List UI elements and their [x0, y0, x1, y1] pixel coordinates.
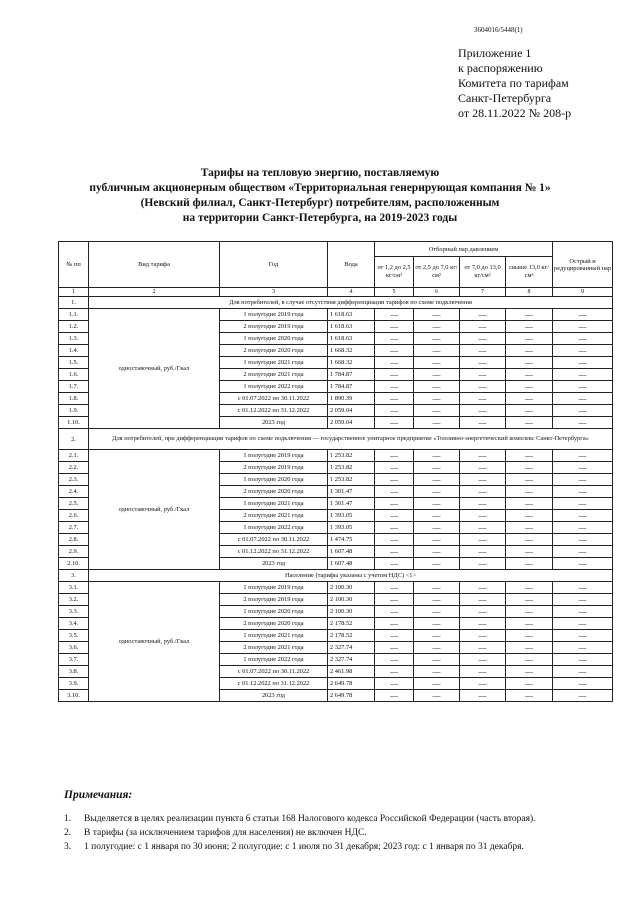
- empty-dash: —: [375, 345, 414, 357]
- empty-dash: —: [506, 417, 553, 429]
- row-number: 2.4.: [59, 486, 89, 498]
- empty-dash: —: [553, 333, 613, 345]
- empty-dash: —: [553, 381, 613, 393]
- column-number: 6: [414, 288, 460, 297]
- empty-dash: —: [414, 606, 460, 618]
- empty-dash: —: [375, 618, 414, 630]
- empty-dash: —: [553, 321, 613, 333]
- row-number: 1.1.: [59, 309, 89, 321]
- water-tariff: 2 059.04: [328, 417, 375, 429]
- empty-dash: —: [414, 405, 460, 417]
- header-num: № пп: [59, 242, 89, 288]
- row-number: 3.3.: [59, 606, 89, 618]
- row-number: 3.10.: [59, 690, 89, 702]
- row-number: 3.8.: [59, 666, 89, 678]
- empty-dash: —: [506, 405, 553, 417]
- section-number: 3.: [59, 570, 89, 582]
- row-number: 3.5.: [59, 630, 89, 642]
- tariff-type: одноставочный, руб./Гкал: [89, 582, 220, 702]
- empty-dash: —: [460, 417, 506, 429]
- water-tariff: 1 253.82: [328, 450, 375, 462]
- empty-dash: —: [414, 486, 460, 498]
- row-number: 2.2.: [59, 462, 89, 474]
- empty-dash: —: [414, 381, 460, 393]
- empty-dash: —: [414, 474, 460, 486]
- empty-dash: —: [460, 498, 506, 510]
- header-steam-col: от 7,0 до 13,0 кг/см²: [460, 257, 506, 288]
- empty-dash: —: [506, 345, 553, 357]
- water-tariff: 1 784.87: [328, 381, 375, 393]
- row-number: 2.9.: [59, 546, 89, 558]
- water-tariff: 2 059.04: [328, 405, 375, 417]
- empty-dash: —: [506, 558, 553, 570]
- appendix-line: Санкт-Петербурга: [458, 91, 552, 105]
- empty-dash: —: [506, 357, 553, 369]
- empty-dash: —: [553, 594, 613, 606]
- section-number: 2.: [59, 429, 89, 450]
- empty-dash: —: [375, 357, 414, 369]
- water-tariff: 2 178.52: [328, 630, 375, 642]
- period: 1 полугодие 2019 года: [220, 450, 328, 462]
- empty-dash: —: [375, 522, 414, 534]
- empty-dash: —: [506, 462, 553, 474]
- empty-dash: —: [553, 357, 613, 369]
- empty-dash: —: [460, 333, 506, 345]
- empty-dash: —: [460, 405, 506, 417]
- column-number: 9: [553, 288, 613, 297]
- empty-dash: —: [506, 630, 553, 642]
- empty-dash: —: [460, 534, 506, 546]
- header-water: Вода: [328, 242, 375, 288]
- row-number: 3.4.: [59, 618, 89, 630]
- period: с 01.12.2022 по 31.12.2022: [220, 678, 328, 690]
- row-number: 3.7.: [59, 654, 89, 666]
- water-tariff: 1 253.82: [328, 474, 375, 486]
- empty-dash: —: [553, 642, 613, 654]
- water-tariff: 1 393.05: [328, 510, 375, 522]
- water-tariff: 1 668.32: [328, 345, 375, 357]
- title-line: (Невский филиал, Санкт-Петербург) потребителям, расположенным: [140, 197, 500, 209]
- empty-dash: —: [553, 654, 613, 666]
- empty-dash: —: [375, 450, 414, 462]
- water-tariff: 1 253.82: [328, 462, 375, 474]
- period: 1 полугодие 2021 года: [220, 630, 328, 642]
- empty-dash: —: [375, 498, 414, 510]
- row-number: 3.6.: [59, 642, 89, 654]
- period: с 01.07.2022 по 30.11.2022: [220, 534, 328, 546]
- row-number: 1.2.: [59, 321, 89, 333]
- empty-dash: —: [414, 666, 460, 678]
- empty-dash: —: [414, 618, 460, 630]
- empty-dash: —: [553, 618, 613, 630]
- empty-dash: —: [414, 309, 460, 321]
- empty-dash: —: [460, 522, 506, 534]
- empty-dash: —: [414, 630, 460, 642]
- water-tariff: 1 618.63: [328, 333, 375, 345]
- row-number: 2.5.: [59, 498, 89, 510]
- empty-dash: —: [506, 510, 553, 522]
- period: 2 полугодие 2021 года: [220, 642, 328, 654]
- empty-dash: —: [506, 498, 553, 510]
- empty-dash: —: [460, 393, 506, 405]
- section-title: Для потребителей, в случае отсутствия дифференциации тарифов по схеме подключения: [89, 297, 613, 309]
- empty-dash: —: [506, 690, 553, 702]
- period: 2 полугодие 2020 года: [220, 345, 328, 357]
- empty-dash: —: [375, 606, 414, 618]
- empty-dash: —: [506, 594, 553, 606]
- notes-list: [64, 812, 536, 854]
- empty-dash: —: [460, 486, 506, 498]
- water-tariff: 1 784.87: [328, 369, 375, 381]
- row-number: 2.3.: [59, 474, 89, 486]
- note-item: [64, 812, 536, 826]
- empty-dash: —: [414, 510, 460, 522]
- row-number: 1.3.: [59, 333, 89, 345]
- water-tariff: 1 301.47: [328, 498, 375, 510]
- header-year: Год: [220, 242, 328, 288]
- empty-dash: —: [414, 498, 460, 510]
- period: 1 полугодие 2020 года: [220, 606, 328, 618]
- empty-dash: —: [375, 582, 414, 594]
- header-steam-group: Отборный пар давлением: [375, 242, 553, 257]
- empty-dash: —: [414, 345, 460, 357]
- row-number: 3.9.: [59, 678, 89, 690]
- note-text: В тарифы (за исключением тарифов для населения) не включен НДС.: [84, 828, 367, 838]
- section-number: 1.: [59, 297, 89, 309]
- empty-dash: —: [506, 333, 553, 345]
- empty-dash: —: [414, 582, 460, 594]
- row-number: 1.6.: [59, 369, 89, 381]
- empty-dash: —: [506, 666, 553, 678]
- water-tariff: 2 649.78: [328, 678, 375, 690]
- water-tariff: 1 393.05: [328, 522, 375, 534]
- empty-dash: —: [553, 606, 613, 618]
- empty-dash: —: [375, 666, 414, 678]
- empty-dash: —: [375, 546, 414, 558]
- section-row: [59, 297, 613, 309]
- empty-dash: —: [375, 474, 414, 486]
- empty-dash: —: [553, 558, 613, 570]
- section-title: Для потребителей, при дифференциации тарифов по схеме подключения — государственное унитарное предприятие «Топливно-энергетический комплекс Санкт-Петербурга»: [89, 429, 613, 450]
- period: 1 полугодие 2020 года: [220, 474, 328, 486]
- water-tariff: 2 327.74: [328, 642, 375, 654]
- table-row: [59, 582, 613, 594]
- period: с 01.07.2022 по 30.11.2022: [220, 393, 328, 405]
- empty-dash: —: [414, 654, 460, 666]
- empty-dash: —: [414, 522, 460, 534]
- period: 1 полугодие 2021 года: [220, 498, 328, 510]
- header-steam-col: от 1,2 до 2,5 кг/см²: [375, 257, 414, 288]
- empty-dash: —: [375, 321, 414, 333]
- note-text: 1 полугодие: с 1 января по 30 июня; 2 полугодие: с 1 июля по 31 декабря; 2023 год: с 1 января по 31 декабря.: [84, 842, 524, 852]
- water-tariff: 1 668.32: [328, 357, 375, 369]
- empty-dash: —: [553, 582, 613, 594]
- empty-dash: —: [460, 345, 506, 357]
- empty-dash: —: [506, 582, 553, 594]
- empty-dash: —: [414, 369, 460, 381]
- water-tariff: 2 100.30: [328, 594, 375, 606]
- section-row: [59, 429, 613, 450]
- water-tariff: 1 618.63: [328, 309, 375, 321]
- empty-dash: —: [460, 321, 506, 333]
- empty-dash: —: [460, 357, 506, 369]
- empty-dash: —: [375, 393, 414, 405]
- header-sharp-steam: Острый и редуцированный пар: [553, 242, 613, 288]
- empty-dash: —: [506, 393, 553, 405]
- water-tariff: 2 178.52: [328, 618, 375, 630]
- empty-dash: —: [460, 690, 506, 702]
- empty-dash: —: [460, 618, 506, 630]
- column-number: 5: [375, 288, 414, 297]
- empty-dash: —: [414, 393, 460, 405]
- row-number: 1.9.: [59, 405, 89, 417]
- empty-dash: —: [375, 405, 414, 417]
- document-number: 3604016/5448(1): [474, 26, 523, 34]
- period: 2 полугодие 2019 года: [220, 594, 328, 606]
- empty-dash: —: [506, 381, 553, 393]
- empty-dash: —: [506, 654, 553, 666]
- period: 2 полугодие 2021 года: [220, 369, 328, 381]
- empty-dash: —: [414, 678, 460, 690]
- empty-dash: —: [553, 393, 613, 405]
- empty-dash: —: [553, 450, 613, 462]
- empty-dash: —: [506, 618, 553, 630]
- note-number: 2.: [64, 828, 72, 838]
- period: 1 полугодие 2019 года: [220, 582, 328, 594]
- empty-dash: —: [414, 333, 460, 345]
- empty-dash: —: [506, 321, 553, 333]
- empty-dash: —: [553, 498, 613, 510]
- empty-dash: —: [553, 534, 613, 546]
- row-number: 2.6.: [59, 510, 89, 522]
- empty-dash: —: [506, 606, 553, 618]
- document-title: [60, 166, 580, 226]
- water-tariff: 2 649.78: [328, 690, 375, 702]
- empty-dash: —: [553, 522, 613, 534]
- empty-dash: —: [375, 369, 414, 381]
- empty-dash: —: [375, 510, 414, 522]
- period: 2023 год: [220, 417, 328, 429]
- empty-dash: —: [414, 534, 460, 546]
- section-title: Население (тарифы указаны с учетом НДС) <1>: [89, 570, 613, 582]
- empty-dash: —: [460, 678, 506, 690]
- column-number: 1: [59, 288, 89, 297]
- column-number: 7: [460, 288, 506, 297]
- empty-dash: —: [460, 546, 506, 558]
- water-tariff: 1 607.48: [328, 558, 375, 570]
- header-steam-col: свыше 13,0 кг/см²: [506, 257, 553, 288]
- period: 1 полугодие 2022 года: [220, 654, 328, 666]
- empty-dash: —: [460, 606, 506, 618]
- empty-dash: —: [414, 690, 460, 702]
- empty-dash: —: [460, 369, 506, 381]
- appendix-line: к распоряжению: [458, 61, 543, 75]
- note-number: 1.: [64, 814, 72, 824]
- empty-dash: —: [460, 666, 506, 678]
- empty-dash: —: [506, 534, 553, 546]
- tariff-type: одноставочный, руб./Гкал: [89, 450, 220, 570]
- empty-dash: —: [553, 546, 613, 558]
- row-number: 3.1.: [59, 582, 89, 594]
- period: 1 полугодие 2019 года: [220, 309, 328, 321]
- empty-dash: —: [553, 630, 613, 642]
- empty-dash: —: [375, 690, 414, 702]
- empty-dash: —: [460, 462, 506, 474]
- empty-dash: —: [414, 558, 460, 570]
- note-item: [64, 840, 536, 854]
- empty-dash: —: [375, 558, 414, 570]
- empty-dash: —: [460, 381, 506, 393]
- period: 2 полугодие 2020 года: [220, 618, 328, 630]
- column-number: 2: [89, 288, 220, 297]
- period: 2023 год: [220, 558, 328, 570]
- empty-dash: —: [553, 690, 613, 702]
- column-number: 8: [506, 288, 553, 297]
- water-tariff: 2 100.30: [328, 582, 375, 594]
- empty-dash: —: [506, 450, 553, 462]
- empty-dash: —: [506, 369, 553, 381]
- row-number: 1.5.: [59, 357, 89, 369]
- empty-dash: —: [553, 369, 613, 381]
- empty-dash: —: [506, 474, 553, 486]
- empty-dash: —: [375, 417, 414, 429]
- empty-dash: —: [553, 510, 613, 522]
- empty-dash: —: [375, 486, 414, 498]
- empty-dash: —: [553, 345, 613, 357]
- water-tariff: 1 618.63: [328, 321, 375, 333]
- empty-dash: —: [460, 642, 506, 654]
- empty-dash: —: [460, 582, 506, 594]
- empty-dash: —: [506, 678, 553, 690]
- empty-dash: —: [375, 654, 414, 666]
- period: 2 полугодие 2019 года: [220, 462, 328, 474]
- appendix-line: от 28.11.2022 № 208-р: [458, 106, 572, 120]
- empty-dash: —: [414, 357, 460, 369]
- empty-dash: —: [375, 642, 414, 654]
- empty-dash: —: [414, 462, 460, 474]
- row-number: 2.7.: [59, 522, 89, 534]
- row-number: 2.8.: [59, 534, 89, 546]
- empty-dash: —: [460, 594, 506, 606]
- period: 2 полугодие 2020 года: [220, 486, 328, 498]
- appendix-block: [458, 46, 571, 121]
- water-tariff: 1 474.75: [328, 534, 375, 546]
- empty-dash: —: [375, 594, 414, 606]
- empty-dash: —: [375, 630, 414, 642]
- period: с 01.12.2022 по 31.12.2022: [220, 405, 328, 417]
- empty-dash: —: [414, 417, 460, 429]
- empty-dash: —: [375, 534, 414, 546]
- period: 2 полугодие 2019 года: [220, 321, 328, 333]
- empty-dash: —: [375, 462, 414, 474]
- period: 1 полугодие 2021 года: [220, 357, 328, 369]
- title-line: публичным акционерным обществом «Территориальная генерирующая компания № 1»: [89, 182, 551, 194]
- empty-dash: —: [375, 381, 414, 393]
- empty-dash: —: [460, 309, 506, 321]
- empty-dash: —: [375, 678, 414, 690]
- empty-dash: —: [553, 474, 613, 486]
- empty-dash: —: [506, 486, 553, 498]
- empty-dash: —: [460, 450, 506, 462]
- empty-dash: —: [553, 309, 613, 321]
- period: 1 полугодие 2022 года: [220, 381, 328, 393]
- column-number: 3: [220, 288, 328, 297]
- empty-dash: —: [506, 309, 553, 321]
- column-number: 4: [328, 288, 375, 297]
- empty-dash: —: [414, 321, 460, 333]
- empty-dash: —: [375, 333, 414, 345]
- empty-dash: —: [414, 546, 460, 558]
- empty-dash: —: [553, 486, 613, 498]
- empty-dash: —: [553, 666, 613, 678]
- water-tariff: 1 607.48: [328, 546, 375, 558]
- row-number: 1.4.: [59, 345, 89, 357]
- title-line: на территории Санкт-Петербурга, на 2019-2023 годы: [182, 212, 458, 224]
- empty-dash: —: [553, 678, 613, 690]
- empty-dash: —: [414, 642, 460, 654]
- period: с 01.07.2022 по 30.11.2022: [220, 666, 328, 678]
- water-tariff: 2 100.30: [328, 606, 375, 618]
- note-number: 3.: [64, 842, 72, 852]
- period: 1 полугодие 2020 года: [220, 333, 328, 345]
- water-tariff: 1 890.39: [328, 393, 375, 405]
- period: с 01.12.2022 по 31.12.2022: [220, 546, 328, 558]
- row-number: 1.7.: [59, 381, 89, 393]
- empty-dash: —: [460, 558, 506, 570]
- empty-dash: —: [506, 522, 553, 534]
- row-number: 2.1.: [59, 450, 89, 462]
- header-tariff-type: Вид тарифа: [89, 242, 220, 288]
- empty-dash: —: [506, 642, 553, 654]
- empty-dash: —: [553, 462, 613, 474]
- empty-dash: —: [460, 474, 506, 486]
- empty-dash: —: [460, 510, 506, 522]
- empty-dash: —: [553, 417, 613, 429]
- water-tariff: 2 327.74: [328, 654, 375, 666]
- empty-dash: —: [414, 450, 460, 462]
- row-number: 3.2.: [59, 594, 89, 606]
- title-line: Тарифы на тепловую энергию, поставляемую: [200, 167, 440, 179]
- note-text: Выделяется в целях реализации пункта 6 статьи 168 Налогового кодекса Российской Федерации (часть вторая).: [84, 814, 536, 824]
- period: 2023 год: [220, 690, 328, 702]
- header-steam-col: от 2,5 до 7,0 кг/см²: [414, 257, 460, 288]
- empty-dash: —: [414, 594, 460, 606]
- period: 1 полугодие 2022 года: [220, 522, 328, 534]
- table-row: [59, 450, 613, 462]
- section-row: [59, 570, 613, 582]
- empty-dash: —: [553, 405, 613, 417]
- tariff-type: одноставочный, руб./Гкал: [89, 309, 220, 429]
- empty-dash: —: [506, 546, 553, 558]
- row-number: 1.10.: [59, 417, 89, 429]
- tariff-table: [58, 241, 613, 702]
- empty-dash: —: [375, 309, 414, 321]
- period: 2 полугодие 2021 года: [220, 510, 328, 522]
- table-row: [59, 309, 613, 321]
- empty-dash: —: [460, 654, 506, 666]
- appendix-line: Комитета по тарифам: [458, 76, 569, 90]
- row-number: 2.10.: [59, 558, 89, 570]
- water-tariff: 1 301.47: [328, 486, 375, 498]
- notes-title: Примечания:: [64, 789, 133, 801]
- appendix-line: Приложение 1: [458, 46, 532, 60]
- row-number: 1.8.: [59, 393, 89, 405]
- empty-dash: —: [460, 630, 506, 642]
- water-tariff: 2 461.98: [328, 666, 375, 678]
- note-item: [64, 826, 536, 840]
